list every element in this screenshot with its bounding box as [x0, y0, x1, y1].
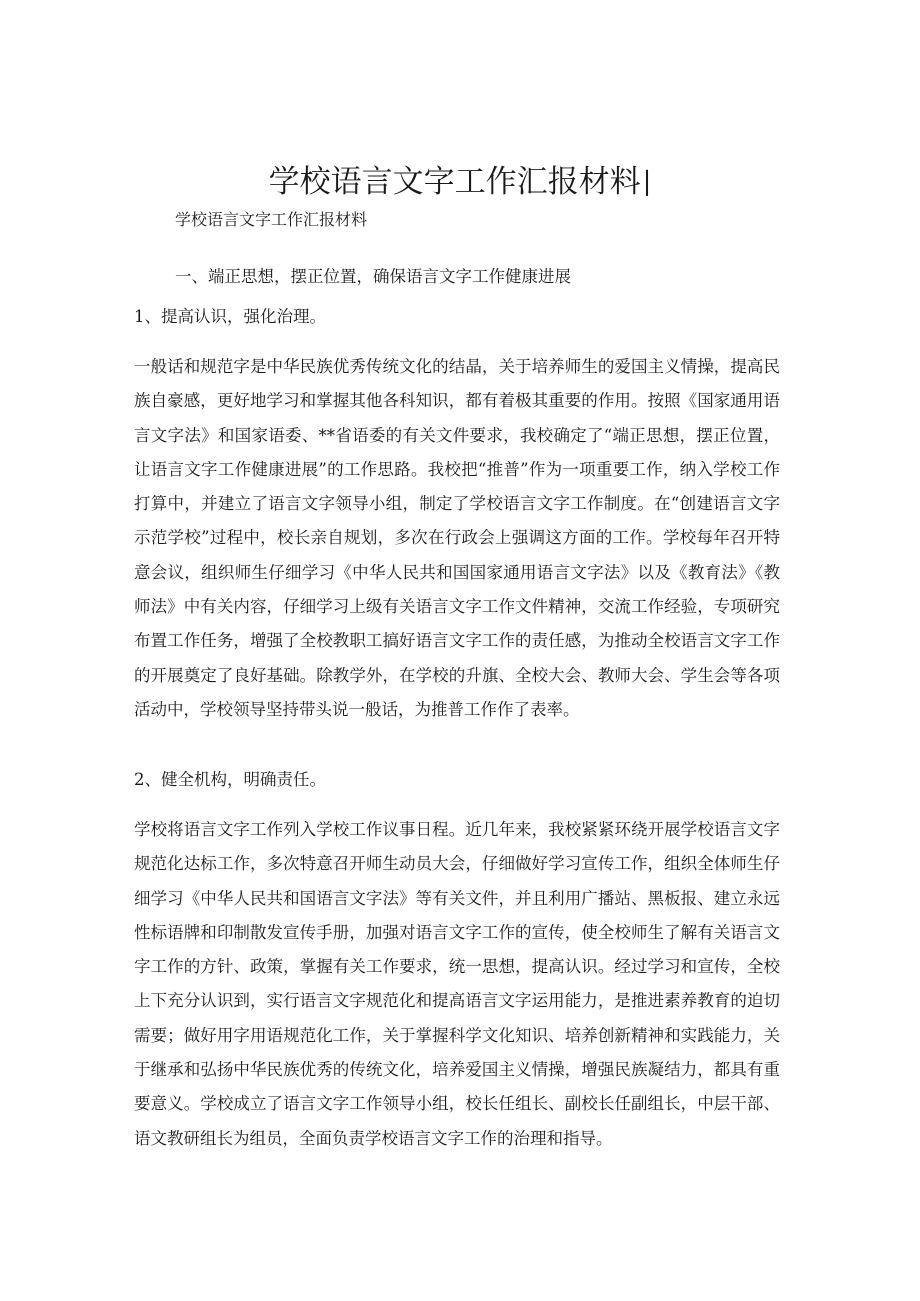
document-title — [0, 160, 920, 204]
document-title-text: 学校语言文字工作汇报材料 — [268, 164, 641, 200]
item-2-heading: 2、健全机构，明确责任。 — [134, 770, 326, 789]
section-1-heading: 一、端正思想，摆正位置，确保语言文字工作健康进展 — [175, 267, 571, 286]
title-cursor-mark: | — [642, 167, 652, 197]
document-subtitle: 学校语言文字工作汇报材料 — [175, 210, 368, 229]
item-1-paragraph: 一般话和规范字是中华民族优秀传统文化的结晶，关于培养师生的爱国主义情操，提高民族自豪感，更好地学习和掌握其他各科知识，都有着极其重要的作用。按照《国家通用语言文字法》和国家语委、**省语委的有关文件要求，我校确定了“端正思想，摆正位置，让语言文字工作健康进展”的工作思路。我校把“推普”作为一项重要工作，纳入学校工作打算中，并建立了语言文字领导小组，制定了学校语言文字工作制度。在“创建语言文字示范学校”过程中，校长亲自规划，多次在行政会上强调这方面的工作。学校每年召开特意会议，组织师生仔细学习《中华人民共和国国家通用语言文字法》以及《教育法》《教师法》中有关内容，仔细学习上级有关语言文字工作文件精神，交流工作经验，专项研究布置工作任务，增强了全校教职工搞好语言文字工作的责任感，为推动全校语言文字工作的开展奠定了良好基础。除教学外，在学校的升旗、全校大会、教师大会、学生会等各项活动中，学校领导坚持带头说一般话，为推普工作作了表率。 — [134, 357, 780, 719]
item-1-heading: 1、提高认识，强化治理。 — [134, 307, 326, 326]
item-2-paragraph: 学校将语言文字工作列入学校工作议事日程。近几年来，我校紧紧环绕开展学校语言文字规范化达标工作，多次特意召开师生动员大会，仔细做好学习宣传工作，组织全体师生仔细学习《中华人民共和国语言文字法》等有关文件，并且利用广播站、黑板报、建立永远性标语牌和印制散发宣传手册，加强对语言文字工作的宣传，使全校师生了解有关语言文字工作的方针、政策，掌握有关工作要求，统一思想，提高认识。经过学习和宣传，全校上下充分认识到，实行语言文字规范化和提高语言文字运用能力，是推进素养教育的迫切需要；做好用字用语规范化工作，关于掌握科学文化知识、培养创新精神和实践能力，关于继承和弘扬中华民族优秀的传统文化，培养爱国主义情操，增强民族凝结力，都具有重要意义。学校成立了语言文字工作领导小组，校长任组长、副校长任副组长，中层干部、语文教研组长为组员，全面负责学校语言文字工作的治理和指导。 — [134, 820, 780, 1148]
